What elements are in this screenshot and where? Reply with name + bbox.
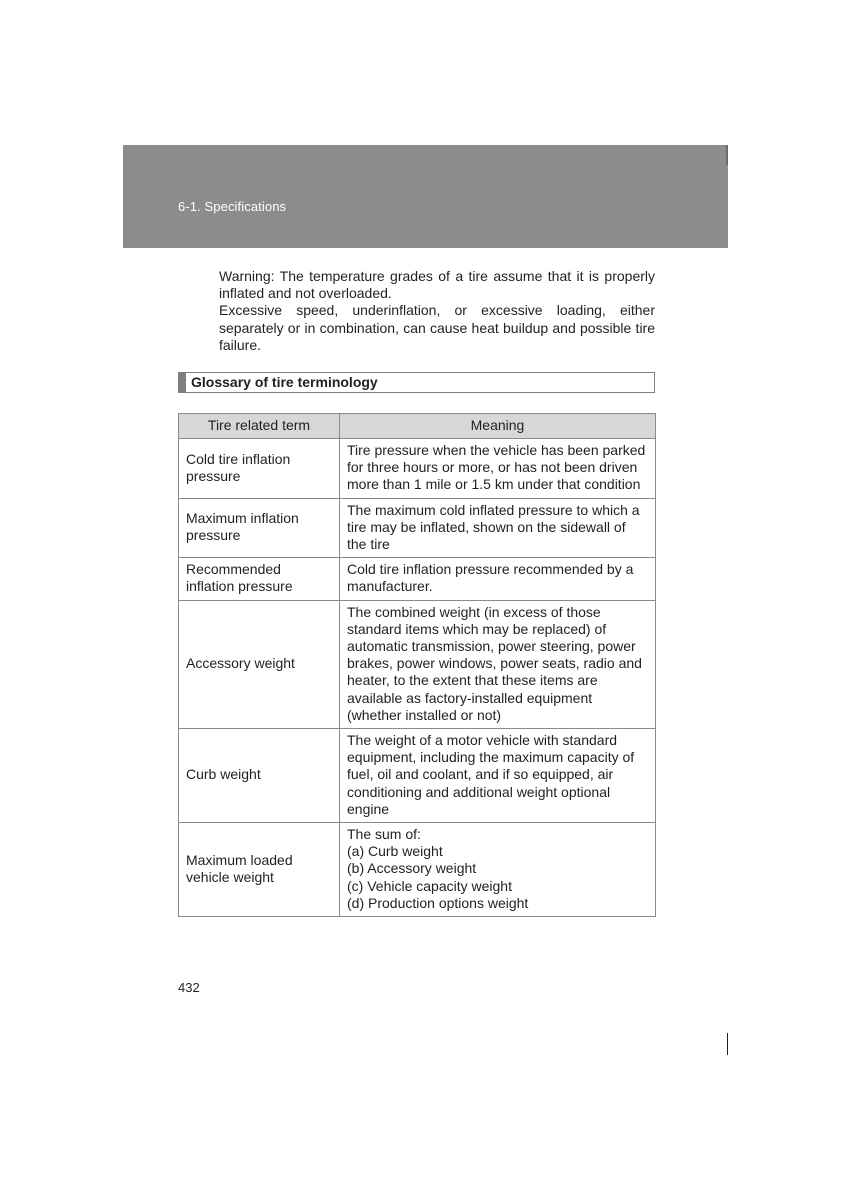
table-row [179, 600, 656, 728]
term-cell: Cold tire inflation pressure [179, 439, 340, 499]
glossary-table [178, 413, 656, 917]
table-row [179, 498, 656, 558]
meaning-cell: Tire pressure when the vehicle has been parked for three hours or more, or has not been driven more than 1 mile or 1.5 km under that condition [340, 439, 656, 499]
table-row [179, 823, 656, 917]
page-number: 432 [178, 980, 200, 995]
term-cell: Maximum inflation pressure [179, 498, 340, 558]
meaning-line: The sum of: [347, 826, 421, 843]
meaning-line: (a) Curb weight [347, 843, 443, 860]
term-cell: Recommended inflation pressure [179, 558, 340, 600]
meaning-cell: Cold tire inflation pressure recommended by a manufacturer. [340, 558, 656, 600]
term-cell: Curb weight [179, 729, 340, 823]
meaning-cell [340, 823, 656, 917]
section-label: 6-1. Specifications [178, 199, 287, 214]
meaning-cell: The weight of a motor vehicle with standard equipment, including the maximum capacity of fuel, oil and coolant, and if so equipped, air conditioning and additional weight optional engine [340, 729, 656, 823]
thumb-index-rule [727, 1033, 728, 1055]
glossary-title: Glossary of tire terminology [191, 374, 378, 390]
warning-line-2: Excessive speed, underinflation, or excessive loading, either separately or in combination, can cause heat buildup and possible tire failure. [219, 302, 655, 353]
meaning-cell: The maximum cold inflated pressure to which a tire may be inflated, shown on the sidewall of the tire [340, 498, 656, 558]
term-cell: Maximum loaded vehicle weight [179, 823, 340, 917]
meaning-line: (b) Accessory weight [347, 860, 477, 877]
warning-text [219, 268, 655, 354]
table-row [179, 558, 656, 600]
term-cell: Accessory weight [179, 600, 340, 728]
table-row [179, 439, 656, 499]
table-row [179, 729, 656, 823]
table-header-row [179, 414, 656, 439]
meaning-line: (d) Production options weight [347, 894, 529, 911]
warning-line-1: Warning: The temperature grades of a tire assume that it is properly inflated and not overloaded. [219, 268, 655, 302]
header-edge-tick [726, 145, 728, 165]
chapter-header-band [123, 145, 728, 248]
glossary-heading-marker [179, 373, 186, 392]
glossary-heading-box [178, 372, 655, 393]
column-header-term: Tire related term [179, 414, 340, 439]
meaning-cell: The combined weight (in excess of those standard items which may be replaced) of automatic transmission, power steering, power brakes, power windows, power seats, radio and heater, to the extent that these items are available as factory-installed equipment (whether installed or not) [340, 600, 656, 728]
column-header-meaning: Meaning [340, 414, 656, 439]
meaning-line: (c) Vehicle capacity weight [347, 877, 512, 894]
